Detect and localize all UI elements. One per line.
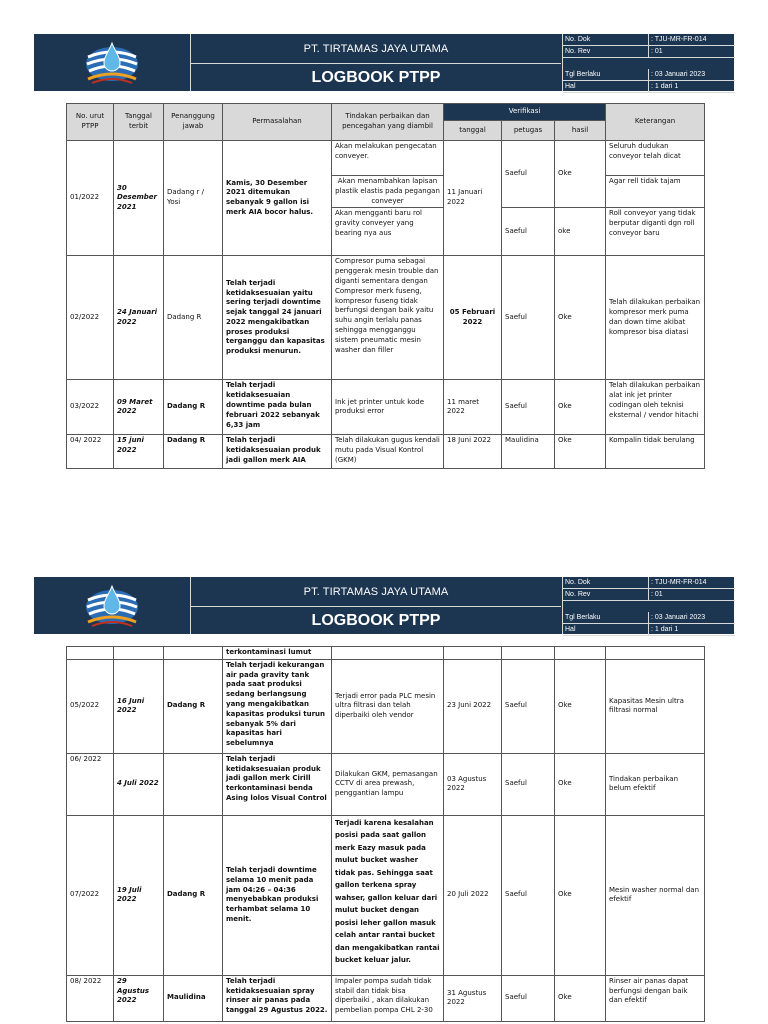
cell-tindakan: Impaler pompa sudah tidak stabil dan tidak bisa diperbaiki , akan dilakukan pembelian pompa CHL 2-30 [332,975,444,1021]
meta-value: : 01 [651,591,663,598]
cell-no: 01/2022 [67,141,114,256]
cell-verif-hasil: Oke [555,380,606,435]
cell-verif-tanggal: 11 maret 2022 [444,380,502,435]
cell-verif-tanggal: 31 Agustus 2022 [444,975,502,1021]
meta-key: Hal [563,81,649,92]
cell-verif-hasil: Oke [555,815,606,975]
header-verif-petugas: petugas [502,121,555,141]
meta-key: No. Dok [563,34,649,45]
cell-verif-petugas: Saeful [502,975,555,1021]
cell-tindakan: Terjadi error pada PLC mesin ultra filtrasi dan telah diperbaiki oleh vendor [332,659,444,753]
cell-pj: Dadang R [164,815,223,975]
cell-tindakan: Terjadi karena kesalahan posisi pada saat gallon merk Eazy masuk pada mulut bucket washer tidak pas. Sehingga saat gallon terkena spray wahser, gallon keluar dari mulut bucket dengan posisi leher gallon masuk celah antar rantai bucket dan mengakibatkan rantai bucket keluar jalur. [332,815,444,975]
cell-masalah: Telah terjadi kekurangan air pada gravity tank pada saat produksi sedang berlangsung yang mengakibatkan kapasitas produksi turun sebanyak 5% dari kapasitas hari sebelumnya [223,659,332,753]
document-meta [562,577,735,634]
cell-pj: Dadang R [164,659,223,753]
logbook-table [66,103,705,469]
meta-key: No. Dok [563,577,649,588]
table-row [67,975,705,1021]
cell-tanggal: 29 Agustus 2022 [114,975,164,1021]
cell-tanggal: 30 Desember 2021 [114,141,164,256]
cell-verif-hasil: Oke [555,256,606,380]
cell-verif-tanggal: 23 Juni 2022 [444,659,502,753]
cell-verif-tanggal: 11 Januari 2022 [444,141,502,256]
meta-key: No. Rev [563,46,649,57]
cell-tindakan: Dilakukan GKM, pemasangan CCTV di area prewash, penggantian lampu [332,753,444,815]
meta-value: : 03 Januari 2023 [651,71,706,78]
cell-verif-petugas: Saeful [502,659,555,753]
cell-no: 08/ 2022 [67,975,114,1021]
cell-tanggal: 24 Januari 2022 [114,256,164,380]
cell-tindakan: Akan melakukan pengecatan conveyer. [332,141,444,176]
meta-key: Hal [563,624,649,635]
logo-area [34,34,191,91]
company-logo-icon [82,582,142,628]
cell-keterangan: Agar rell tidak tajam [606,176,705,208]
table-row [67,435,705,469]
header-verifikasi: Verifikasi [444,104,606,121]
header-tanggal: Tanggal terbit [114,104,164,141]
cell-tindakan: Compresor puma sebagai penggerak mesin trouble dan diganti sementara dengan Compresor merk fuseng, kompresor fuseng tidak berfungsi dengan baik yaitu suhu angin terlalu panas sehingga mengganggu sistem pneumatic mesin washer dan filler [332,256,444,380]
cell-verif-hasil: oke [555,208,606,256]
cell-verif-petugas: Maulidina [502,435,555,469]
cell-verif-petugas: Saeful [502,380,555,435]
document-title: LOGBOOK PTPP [311,68,441,86]
cell-no: 06/ 2022 [67,753,114,815]
meta-key: Tgl Berlaku [563,612,649,623]
meta-value: : 01 [651,48,663,55]
meta-value: : 1 dari 1 [651,626,679,633]
cell-keterangan: Rinser air panas dapat berfungsi dengan baik dan efektif [606,975,705,1021]
cell-verif-hasil: Oke [555,975,606,1021]
header-tindakan: Tindakan perbaikan dan pencegahan yang diambil [332,104,444,141]
cell-keterangan: Telah dilakukan perbaikan alat ink jet printer codingan oleh teknisi eksternal / vendor hitachi [606,380,705,435]
cell-tanggal: 16 Juni 2022 [114,659,164,753]
meta-value: : 03 Januari 2023 [651,614,706,621]
cell-verif-hasil: Oke [555,753,606,815]
cell-tindakan: Akan mengganti baru rol gravity conveyer yang bearing nya aus [332,208,444,256]
cell-verif-petugas: Saeful [502,753,555,815]
cell-keterangan: Mesin washer normal dan efektif [606,815,705,975]
cell-tindakan: Ink jet printer untuk kode produksi error [332,380,444,435]
cell-verif-tanggal: 20 Juli 2022 [444,815,502,975]
cell-tanggal: 19 Juli 2022 [114,815,164,975]
table-row [67,815,705,975]
cell-pj: Dadang R [164,435,223,469]
cell-masalah: Kamis, 30 Desember 2021 ditemukan sebanyak 9 gallon isi merk AIA bocor halus. [223,141,332,256]
cell-tindakan: Akan menambahkan lapisan plastik elastis pada pegangan conveyer [332,176,444,208]
cell-keterangan: Tindakan perbaikan belum efektif [606,753,705,815]
cell-pj: Dadang R [164,256,223,380]
header-verif-hasil: hasil [555,121,606,141]
cell-verif-tanggal: 05 Februari 2022 [444,256,502,380]
cell-tindakan: Telah dilakukan gugus kendali mutu pada Visual Kontrol (GKM) [332,435,444,469]
company-name: PT. TIRTAMAS JAYA UTAMA [191,34,561,64]
table-row [67,141,705,176]
cell-masalah: Telah terjadi downtime selama 10 menit pada jam 04:26 – 04:36 menyebabkan produksi terhambat selama 10 menit. [223,815,332,975]
table-row [67,256,705,380]
cell-keterangan: Telah dilakukan perbaikan kompresor merk puma dan down time akibat kompresor bisa diatasi [606,256,705,380]
cell-tanggal: 09 Maret 2022 [114,380,164,435]
cell-keterangan: Seluruh dudukan conveyor telah dicat [606,141,705,176]
company-logo-icon [82,39,142,85]
cell-masalah: Telah terjadi ketidaksesuaian yaitu sering terjadi downtime sejak tanggal 24 januari 2022 mengakibatkan proses produksi terganggu dan kapasitas produksi menurun. [223,256,332,380]
cell-no: 04/ 2022 [67,435,114,469]
header-no: No. urut PTPP [67,104,114,141]
cell-no: 03/2022 [67,380,114,435]
meta-key: Tgl Berlaku [563,69,649,80]
cell-verif-hasil: Oke [555,435,606,469]
cell-verif-petugas: Saeful [502,141,555,208]
document-header [34,577,734,634]
meta-value: : 1 dari 1 [651,83,679,90]
cell-tanggal: 4 Juli 2022 [114,753,164,815]
cell-masalah: Telah terjadi ketidaksesuaian spray rinser air panas pada tanggal 29 Agustus 2022. [223,975,332,1021]
document-header [34,34,734,91]
cell-keterangan: Kapasitas Mesin ultra filtrasi normal [606,659,705,753]
header-keterangan: Keterangan [606,104,705,141]
table-row [67,753,705,815]
cell-verif-hasil: Oke [555,141,606,208]
cell-verif-tanggal: 18 Juni 2022 [444,435,502,469]
cell-pj: Dadang r / Yosi [164,141,223,256]
meta-value: : TJU-MR-FR-014 [651,36,707,43]
cell-verif-petugas: Saeful [502,815,555,975]
header-permasalahan: Permasalahan [223,104,332,141]
cell-no: 05/2022 [67,659,114,753]
cell-verif-petugas: Saeful [502,256,555,380]
document-meta [562,34,735,91]
cell-no: 07/2022 [67,815,114,975]
cell-keterangan: Roll conveyor yang tidak berputar diganti dgn roll conveyor baru [606,208,705,256]
cell-keterangan: Kompalin tidak berulang [606,435,705,469]
table-row [67,647,705,660]
cell-verif-tanggal: 03 Agustus 2022 [444,753,502,815]
header-verif-tanggal: tanggal [444,121,502,141]
cell-verif-petugas: Saeful [502,208,555,256]
header-penanggung-jawab: Penanggung jawab [164,104,223,141]
cell-masalah: Telah terjadi ketidaksesuaian produk jadi gallon merk AIA [223,435,332,469]
cell-pj [164,753,223,815]
table-row [67,659,705,753]
document-title: LOGBOOK PTPP [311,611,441,629]
logo-area [34,577,191,634]
cell-pj: Maulidina [164,975,223,1021]
company-name: PT. TIRTAMAS JAYA UTAMA [191,577,561,607]
cell-masalah: terkontaminasi lumut [223,647,332,660]
cell-no: 02/2022 [67,256,114,380]
table-row [67,380,705,435]
meta-key: No. Rev [563,589,649,600]
cell-verif-hasil: Oke [555,659,606,753]
cell-tanggal: 15 juni 2022 [114,435,164,469]
logbook-table-continued [66,646,705,1022]
meta-value: : TJU-MR-FR-014 [651,579,707,586]
cell-pj: Dadang R [164,380,223,435]
cell-masalah: Telah terjadi ketidaksesuaian downtime pada bulan februari 2022 sebanyak 6,33 jam [223,380,332,435]
cell-masalah: Telah terjadi ketidaksesuaian produk jadi gallon merk Cirill terkontaminasi benda Asing lolos Visual Control [223,753,332,815]
